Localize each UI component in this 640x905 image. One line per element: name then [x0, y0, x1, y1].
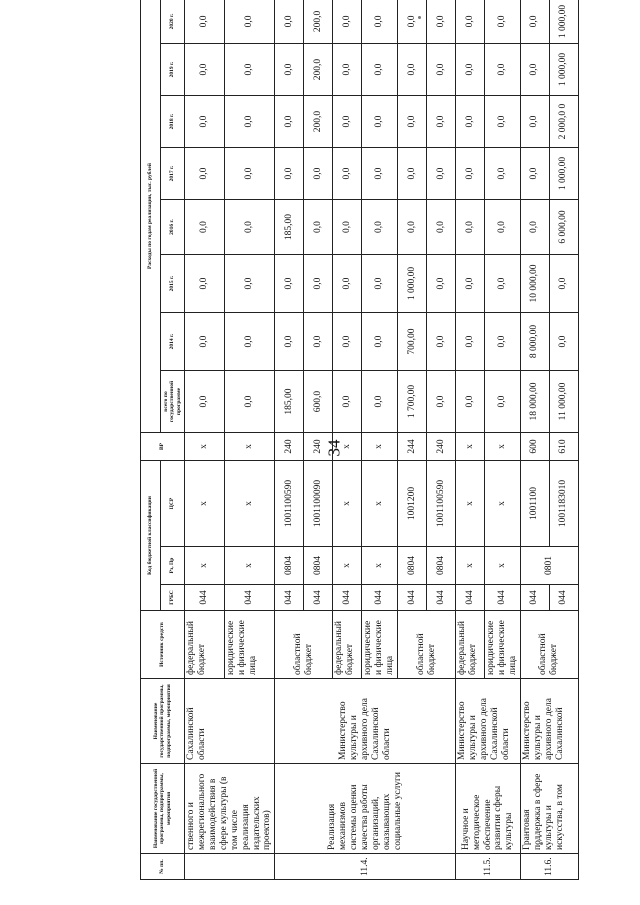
- y2016-cell: 0,0: [333, 200, 362, 255]
- grbs-cell: 044: [549, 585, 578, 611]
- y2019-cell: 200,0: [304, 44, 333, 96]
- rzpr-cell: х: [225, 547, 275, 585]
- measure-name: Грантовая поддержка в сфере культуры и искусства, в том: [520, 764, 578, 854]
- y2020-cell: 0,0: [225, 0, 275, 44]
- y2017-cell: 0,0: [275, 148, 304, 200]
- y2015-cell: 0,0: [333, 255, 362, 313]
- table-row: [185, 0, 225, 880]
- header-2016: 2016 г.: [161, 200, 185, 255]
- grbs-cell: 044: [275, 585, 304, 611]
- header-2017: 2017 г.: [161, 148, 185, 200]
- rzpr-cell: 0804: [304, 547, 333, 585]
- funding-source: федеральный бюджет: [185, 611, 225, 679]
- y2020-cell: 200,0: [304, 0, 333, 44]
- y2014-cell: 0,0: [549, 313, 578, 371]
- row-number: 11.5.: [456, 854, 521, 880]
- y2017-cell: 0,0: [333, 148, 362, 200]
- executor-name: Министерство культуры и архивного дела Сахалинской области: [456, 679, 521, 764]
- y2014-cell: 0,0: [427, 313, 456, 371]
- y2017-cell: 0,0: [185, 148, 225, 200]
- header-no: № пп.: [141, 854, 185, 880]
- total-cell: 0,0: [362, 371, 398, 433]
- y2016-cell: 0,0: [456, 200, 485, 255]
- csr-cell: х: [225, 461, 275, 547]
- csr-cell: х: [456, 461, 485, 547]
- y2016-cell: 0,0: [485, 200, 521, 255]
- rzpr-cell: х: [185, 547, 225, 585]
- y2015-cell: 0,0: [456, 255, 485, 313]
- csr-cell: 1001100590: [427, 461, 456, 547]
- y2014-cell: 0,0: [275, 313, 304, 371]
- grbs-cell: 044: [185, 585, 225, 611]
- csr-cell: х: [333, 461, 362, 547]
- y2020-cell: 0,0: [427, 0, 456, 44]
- y2015-cell: 1 000,00: [398, 255, 427, 313]
- y2015-cell: 0,0: [275, 255, 304, 313]
- total-cell: 0,0: [185, 371, 225, 433]
- y2020-cell: 0,0: [333, 0, 362, 44]
- y2017-cell: 0,0: [304, 148, 333, 200]
- y2020-cell: 0,0: [456, 0, 485, 44]
- y2014-cell: 0,0: [333, 313, 362, 371]
- y2019-cell: 0,0: [398, 44, 427, 96]
- y2020-cell: 0,0: [362, 0, 398, 44]
- header-budget-class: Код бюджетной классификации: [141, 461, 161, 611]
- y2018-cell: 0,0: [520, 96, 549, 148]
- y2016-cell: 0,0: [398, 200, 427, 255]
- y2016-cell: 185,00: [275, 200, 304, 255]
- header-expenses-group: Расходы по годам реализации, тыс. рублей: [141, 0, 161, 433]
- y2018-cell: 0,0: [225, 96, 275, 148]
- y2019-cell: 0,0: [185, 44, 225, 96]
- y2017-cell: 0,0: [225, 148, 275, 200]
- header-grbs: ГРБС: [161, 585, 185, 611]
- y2016-cell: 0,0: [520, 200, 549, 255]
- funding-source: федеральный бюджет: [456, 611, 485, 679]
- funding-source: областной бюджет: [398, 611, 456, 679]
- y2015-cell: 0,0: [362, 255, 398, 313]
- header-total: всего по государственной программе: [161, 371, 185, 433]
- vr-cell: 610: [549, 433, 578, 461]
- y2019-cell: 0,0: [275, 44, 304, 96]
- header-2014: 2014 г.: [161, 313, 185, 371]
- grbs-cell: 044: [225, 585, 275, 611]
- y2016-cell: 0,0: [362, 200, 398, 255]
- y2019-cell: 0,0: [333, 44, 362, 96]
- header-rz-pr: Рз, Пр: [161, 547, 185, 585]
- grbs-cell: 044: [427, 585, 456, 611]
- header-2018: 2018 г.: [161, 96, 185, 148]
- grbs-cell: 044: [398, 585, 427, 611]
- header-funding-source: Источник средств: [141, 611, 185, 679]
- vr-cell: х: [485, 433, 521, 461]
- total-cell: 600,0: [304, 371, 333, 433]
- y2016-cell: 0,0: [304, 200, 333, 255]
- table-row: [275, 0, 304, 880]
- total-cell: 0,0: [485, 371, 521, 433]
- vr-cell: х: [333, 433, 362, 461]
- rotated-table-container: [140, 4, 590, 880]
- total-cell: 18 000,00: [520, 371, 549, 433]
- funding-source: федеральный бюджет: [333, 611, 362, 679]
- executor-name: Министерство культуры и архивного дела Сахалинской: [520, 679, 578, 764]
- total-cell: 0,0: [427, 371, 456, 433]
- y2015-cell: 0,0: [427, 255, 456, 313]
- y2017-cell: 1 000,00: [549, 148, 578, 200]
- grbs-cell: 044: [362, 585, 398, 611]
- total-cell: 0,0: [456, 371, 485, 433]
- y2014-cell: 0,0: [304, 313, 333, 371]
- y2020-cell: 0,0: [185, 0, 225, 44]
- y2018-cell: 0,0: [398, 96, 427, 148]
- vr-cell: 244: [398, 433, 427, 461]
- y2020-cell: 1 000,00: [549, 0, 578, 44]
- csr-cell: 1001183010: [549, 461, 578, 547]
- executor-name: Сахалинской области: [185, 679, 275, 764]
- vr-cell: 240: [304, 433, 333, 461]
- y2016-cell: 6 000,00: [549, 200, 578, 255]
- expenses-table: [140, 0, 579, 880]
- measure-name: ственного и межрегионального взаимодействия в сфере культуры (в том числе реализация издательских проектов): [185, 764, 275, 854]
- y2017-cell: 0,0: [427, 148, 456, 200]
- csr-cell: 1001200: [398, 461, 427, 547]
- y2017-cell: 0,0: [398, 148, 427, 200]
- funding-source: областной бюджет: [520, 611, 578, 679]
- vr-cell: 600: [520, 433, 549, 461]
- y2020-cell: 0,0: [485, 0, 521, 44]
- grbs-cell: 044: [485, 585, 521, 611]
- vr-cell: 240: [427, 433, 456, 461]
- funding-source: юридические и физические лица: [362, 611, 398, 679]
- y2018-cell: 0,0: [275, 96, 304, 148]
- y2018-cell: 0,0: [427, 96, 456, 148]
- header-vr: ВР: [141, 433, 185, 461]
- rzpr-cell: 0804: [427, 547, 456, 585]
- y2019-cell: 0,0: [520, 44, 549, 96]
- rzpr-cell: 0804: [398, 547, 427, 585]
- y2016-cell: 0,0: [427, 200, 456, 255]
- grbs-cell: 044: [333, 585, 362, 611]
- y2015-cell: 10 000,00: [520, 255, 549, 313]
- y2015-cell: 0,0: [304, 255, 333, 313]
- page-number: 34: [324, 439, 344, 457]
- header-executor: Наименование государственной программы, подпрограммы, мероприятия: [141, 679, 185, 764]
- total-cell: 0,0: [225, 371, 275, 433]
- y2019-cell: 0,0: [225, 44, 275, 96]
- y2015-cell: 0,0: [225, 255, 275, 313]
- table-row: [456, 0, 485, 880]
- y2018-cell: 0,0: [485, 96, 521, 148]
- y2014-cell: 0,0: [225, 313, 275, 371]
- vr-cell: х: [456, 433, 485, 461]
- y2017-cell: 0,0: [485, 148, 521, 200]
- funding-source: юридические и физические лица: [225, 611, 275, 679]
- row-number: 11.4.: [275, 854, 456, 880]
- csr-cell: х: [485, 461, 521, 547]
- total-cell: 11 000,00: [549, 371, 578, 433]
- header-2020: 2020 г.: [161, 0, 185, 44]
- y2018-cell: 2 000,0 0: [549, 96, 578, 148]
- measure-name: Реализация механизмов системы оценки качества работы организаций, оказывающих социальные услуги: [275, 764, 456, 854]
- vr-cell: 240: [275, 433, 304, 461]
- row-number: [185, 854, 275, 880]
- rzpr-cell: х: [485, 547, 521, 585]
- total-cell: 0,0: [333, 371, 362, 433]
- y2020-cell: 0,0: [398, 0, 427, 44]
- y2015-cell: 0,0: [549, 255, 578, 313]
- y2016-cell: 0,0: [225, 200, 275, 255]
- vr-cell: х: [362, 433, 398, 461]
- y2019-cell: 1 000,00: [549, 44, 578, 96]
- rzpr-cell: 0804: [275, 547, 304, 585]
- y2018-cell: 0,0: [362, 96, 398, 148]
- y2018-cell: 200,0: [304, 96, 333, 148]
- y2014-cell: 0,0: [456, 313, 485, 371]
- rzpr-cell: х: [456, 547, 485, 585]
- y2018-cell: 0,0: [456, 96, 485, 148]
- table-row: [520, 0, 549, 880]
- row-number: 11.6.: [520, 854, 578, 880]
- y2014-cell: 700,00: [398, 313, 427, 371]
- csr-cell: х: [362, 461, 398, 547]
- executor-name: Министерство культуры и архивного дела Сахалинской области: [275, 679, 456, 764]
- y2016-cell: 0,0: [185, 200, 225, 255]
- vr-cell: х: [225, 433, 275, 461]
- y2018-cell: 0,0: [333, 96, 362, 148]
- csr-cell: 1001100: [520, 461, 549, 547]
- y2014-cell: 0,0: [485, 313, 521, 371]
- csr-cell: 1001100590: [275, 461, 304, 547]
- y2019-cell: 0,0: [427, 44, 456, 96]
- funding-source: областной бюджет: [275, 611, 333, 679]
- y2017-cell: 0,0: [362, 148, 398, 200]
- y2015-cell: 0,0: [485, 255, 521, 313]
- rzpr-cell: 0801: [520, 547, 578, 585]
- y2019-cell: 0,0: [456, 44, 485, 96]
- total-cell: 185,00: [275, 371, 304, 433]
- y2017-cell: 0,0: [520, 148, 549, 200]
- y2014-cell: 0,0: [185, 313, 225, 371]
- y2020-cell: 0,0: [275, 0, 304, 44]
- y2015-cell: 0,0: [185, 255, 225, 313]
- rzpr-cell: х: [362, 547, 398, 585]
- header-2015: 2015 г.: [161, 255, 185, 313]
- measure-name: Научное и методическое обеспечение развития сферы культуры: [456, 764, 521, 854]
- rzpr-cell: х: [333, 547, 362, 585]
- y2017-cell: 0,0: [456, 148, 485, 200]
- csr-cell: 1001100090: [304, 461, 333, 547]
- y2019-cell: 0,0: [362, 44, 398, 96]
- y2019-cell: 0,0: [485, 44, 521, 96]
- y2018-cell: 0,0: [185, 96, 225, 148]
- csr-cell: х: [185, 461, 225, 547]
- total-cell: 1 700,00: [398, 371, 427, 433]
- grbs-cell: 044: [304, 585, 333, 611]
- grbs-cell: 044: [520, 585, 549, 611]
- header-program-name: Наименование государственной программы, подпрограммы, мероприятия: [141, 764, 185, 854]
- header-2019: 2019 г.: [161, 44, 185, 96]
- funding-source: юридические и физические лица: [485, 611, 521, 679]
- y2020-cell: 0,0: [520, 0, 549, 44]
- vr-cell: х: [185, 433, 225, 461]
- grbs-cell: 044: [456, 585, 485, 611]
- y2014-cell: 0,0: [362, 313, 398, 371]
- y2014-cell: 8 000,00: [520, 313, 549, 371]
- header-csr: ЦСР: [161, 461, 185, 547]
